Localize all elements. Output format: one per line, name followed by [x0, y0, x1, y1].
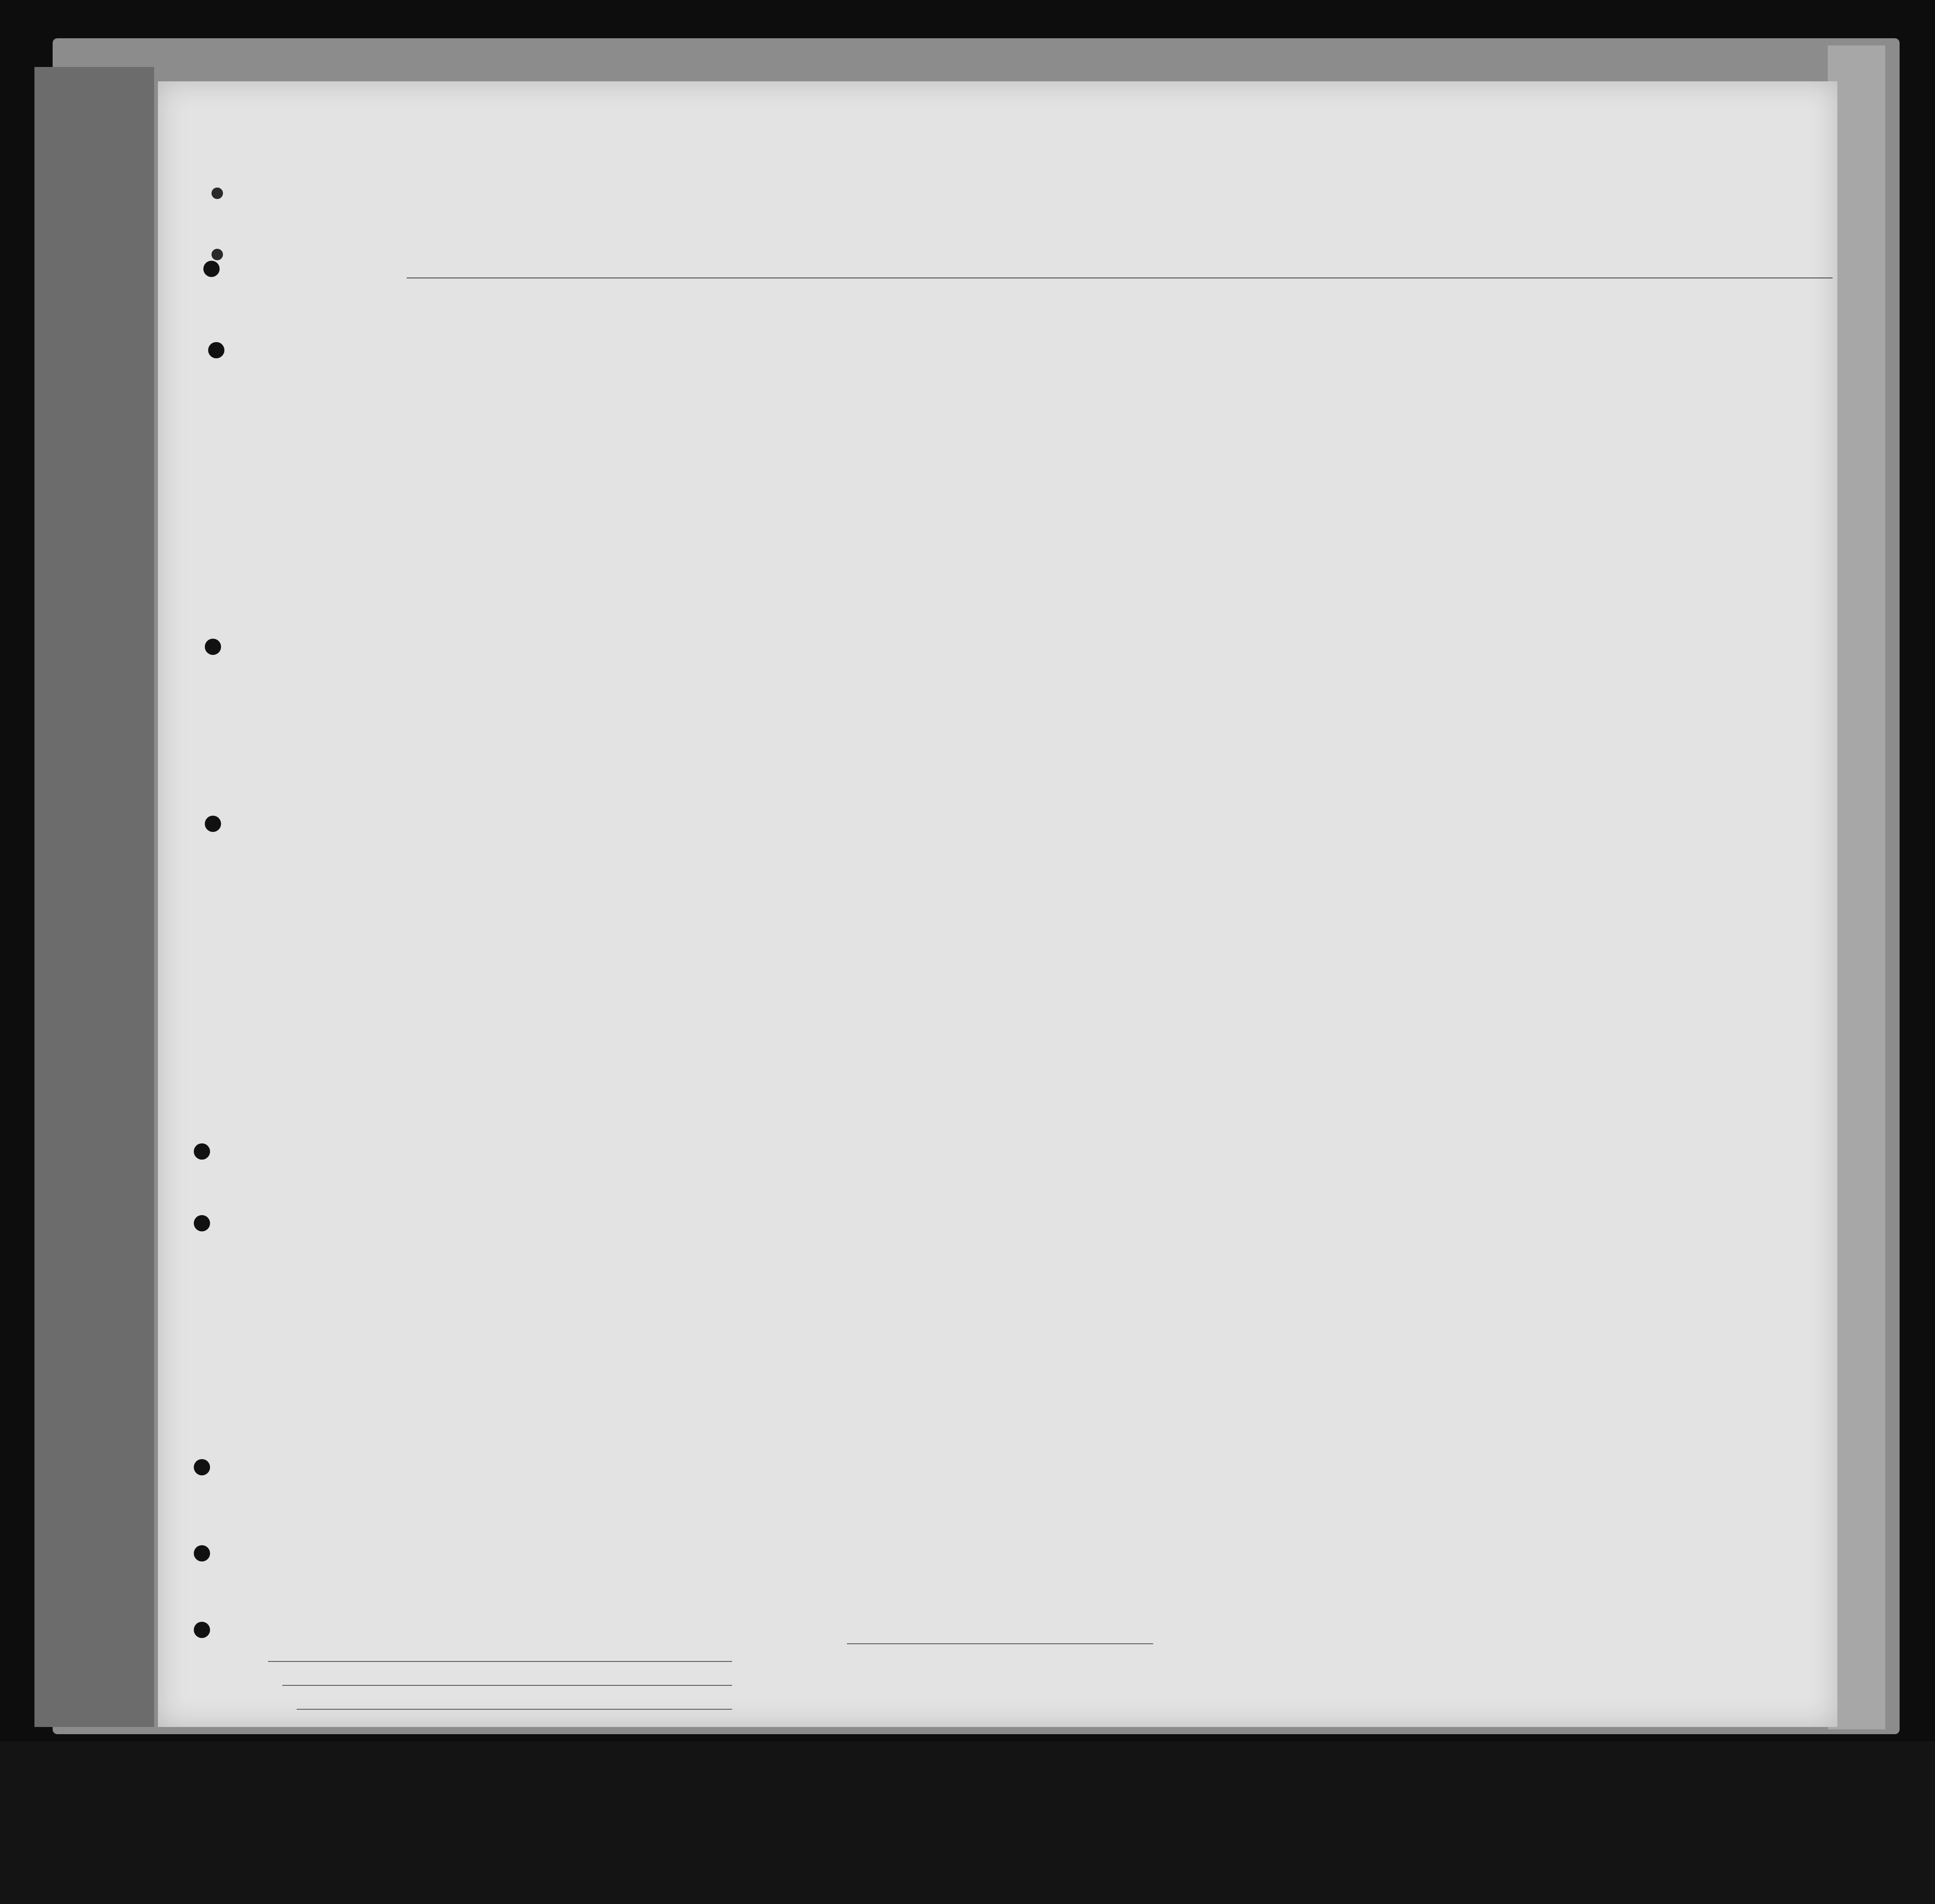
punch-hole — [194, 1215, 210, 1231]
footer-agents-rule — [297, 1709, 732, 1710]
inspector-rule — [847, 1643, 1153, 1644]
manifest-sheet — [158, 81, 1837, 1727]
footer-line-rule — [268, 1661, 732, 1662]
vessel-line-rule — [407, 277, 1833, 278]
punch-hole — [194, 1143, 210, 1160]
footer-owners-rule — [282, 1685, 732, 1686]
punch-hole — [211, 249, 223, 260]
punch-hole — [194, 1545, 210, 1561]
punch-hole — [203, 261, 220, 277]
punch-hole — [194, 1459, 210, 1475]
binding-strip — [34, 67, 154, 1727]
punch-hole — [208, 342, 224, 358]
punch-hole — [205, 816, 221, 832]
microfilm-bottom-band — [0, 1741, 1935, 1904]
punch-hole — [205, 639, 221, 655]
punch-hole — [211, 188, 223, 199]
punch-hole — [194, 1622, 210, 1638]
